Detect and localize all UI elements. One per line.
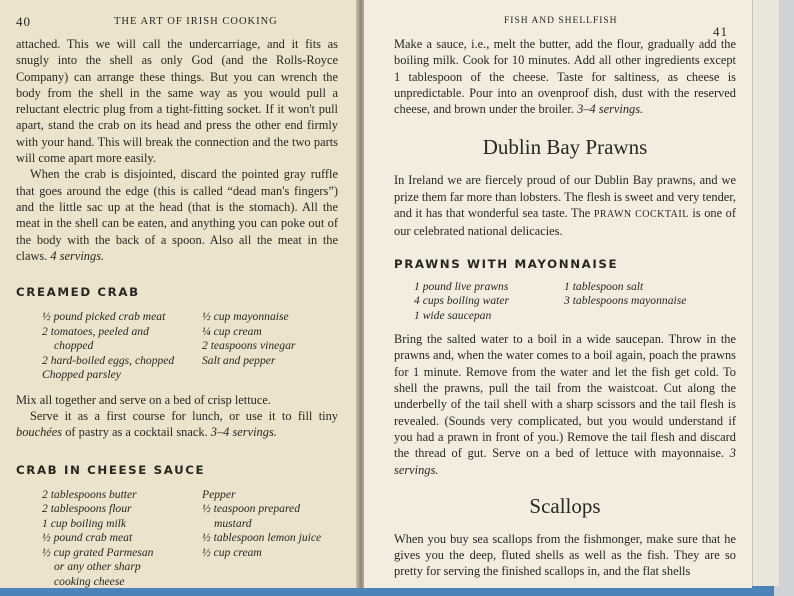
ingredient: 1 cup boiling milk xyxy=(42,516,127,530)
intro-paragraph-1: attached. This we will call the undercarriage, and it fits as snugly into the shell as only God (and the Rolls-Royce Company) can arrange these things. But you can wrench the body from the shell in the same way as you would pull a reluctant electric plug from a tight-fitting socket. If it won't pull apart, stand the crab on its head and press the other end firmly with your hand. This will break the connection and the two parts will come apart more easily. xyxy=(16,37,338,166)
right-page-number: 41 xyxy=(713,24,728,39)
ingredient: ½ pound picked crab meat xyxy=(42,310,166,324)
creamed-crab-ingredients xyxy=(16,310,338,383)
left-running-head xyxy=(16,16,338,36)
dublin-bay-prawns-title: Dublin Bay Prawns xyxy=(482,135,648,160)
prawns-ingredients xyxy=(394,280,736,324)
crab-cheese-sauce-heading: CRAB IN CHEESE SAUCE xyxy=(16,462,206,477)
ingredient: 2 tomatoes, peeled and xyxy=(42,324,149,338)
chapter-header: FISH AND SHELLFISH xyxy=(504,16,618,26)
book-title-header: THE ART OF IRISH COOKING xyxy=(114,16,278,27)
ingredient: ½ teaspoon prepared xyxy=(202,502,300,516)
ingredient: Chopped parsley xyxy=(42,368,121,382)
ingredient: Salt and pepper xyxy=(202,353,276,367)
prawns-mayonnaise-heading: PRAWNS WITH MAYONNAISE xyxy=(394,256,619,271)
page-stack-edge xyxy=(752,0,779,586)
ingredient: 4 cups boiling water xyxy=(414,294,510,308)
ingredient: 2 tablespoons flour xyxy=(42,502,132,516)
ingredient: ½ tablespoon lemon juice xyxy=(202,531,322,545)
ingredient: mustard xyxy=(214,516,252,530)
right-running-head xyxy=(394,16,736,39)
creamed-crab-heading: CREAMED CRAB xyxy=(16,285,140,300)
ingredient: 2 teaspoons vinegar xyxy=(202,339,296,353)
left-page-number: 40 xyxy=(16,14,31,29)
right-page xyxy=(364,0,752,588)
ingredient: chopped xyxy=(54,339,94,353)
ingredient: or any other sharp xyxy=(54,560,141,574)
creamed-crab-method-2: Serve it as a first course for lunch, or use it to fill tiny bouchées of pastry as a cocktail snack. 3–4 servings. xyxy=(16,408,338,440)
ingredient: 3 tablespoons mayonnaise xyxy=(564,294,687,308)
ingredient: 1 pound live prawns xyxy=(414,279,509,293)
scallops-text: When you buy sea scallops from the fishmonger, make sure that he gives you the deep, fluted shells as well as the fish. They are so pretty for serving the finished scallops in, and the flat shells xyxy=(394,531,736,579)
ingredient: 2 hard-boiled eggs, chopped xyxy=(42,353,175,367)
intro-paragraph-2: When the crab is disjointed, discard the pointed gray ruffle that goes around the edge (this is called “dead man's fingers”) and the little sac up at the head (that is the stomach). All the meat in the shell can be eaten, and anything you can poke out of the body with the back of a spoon. Also all the meat in the claws. 4 servings. xyxy=(16,167,338,263)
ingredient: ½ pound crab meat xyxy=(42,531,133,545)
scallops-title: Scallops xyxy=(529,493,601,518)
ingredient: ¼ cup cream xyxy=(202,324,262,338)
ingredient: 2 tablespoons butter xyxy=(42,487,137,501)
crab-cheese-ingredients xyxy=(16,488,338,588)
prawns-method: Bring the salted water to a boil in a wide saucepan. Throw in the prawns and, when the water comes to a boil again, poach the prawns for 1 minute. Remove from the water and let the fish get cold. To shell the prawns, pull the tail from the waistcoat. Cut along the underbelly of the tail shell with a sharp scissors and the tail flesh is revealed. (Sounds very complicated, but you would understand if you had a prawn in front of you.) Remove the tail flesh and discard the thread of gut. Serve on a bed of lettuce with mayonnaise. 3 servings. xyxy=(394,332,736,477)
cheese-sauce-method: Make a sauce, i.e., melt the butter, add the flour, gradually add the boiling milk. Cook for 10 minutes. Add all other ingredients except 1 tablespoon of the cheese. Taste for saltiness, as cheese is unpredictable. Pour into an ovenproof dish, dust with the reserved cheese, and brown under the broiler. 3–4 servings. xyxy=(394,37,736,117)
left-page xyxy=(0,0,358,588)
ingredient: ½ cup cream xyxy=(202,545,262,559)
ingredient: cooking cheese xyxy=(54,574,125,588)
dublin-bay-prawns-text: In Ireland we are fiercely proud of our Dublin Bay prawns, and we prize them far more than lobsters. The flesh is sweet and very tender, and it has that wonderful sea taste. The PRAWN COCKTAIL is one of our celebrated national delicacies. xyxy=(394,173,736,239)
ingredient: 1 wide saucepan xyxy=(414,308,492,322)
ingredient: ½ cup mayonnaise xyxy=(202,310,289,324)
ingredient: ½ cup grated Parmesan xyxy=(42,545,154,559)
ingredient: Pepper xyxy=(202,487,236,501)
ingredient: 1 tablespoon salt xyxy=(564,279,644,293)
creamed-crab-method-1: Mix all together and serve on a bed of crisp lettuce. xyxy=(16,392,271,407)
